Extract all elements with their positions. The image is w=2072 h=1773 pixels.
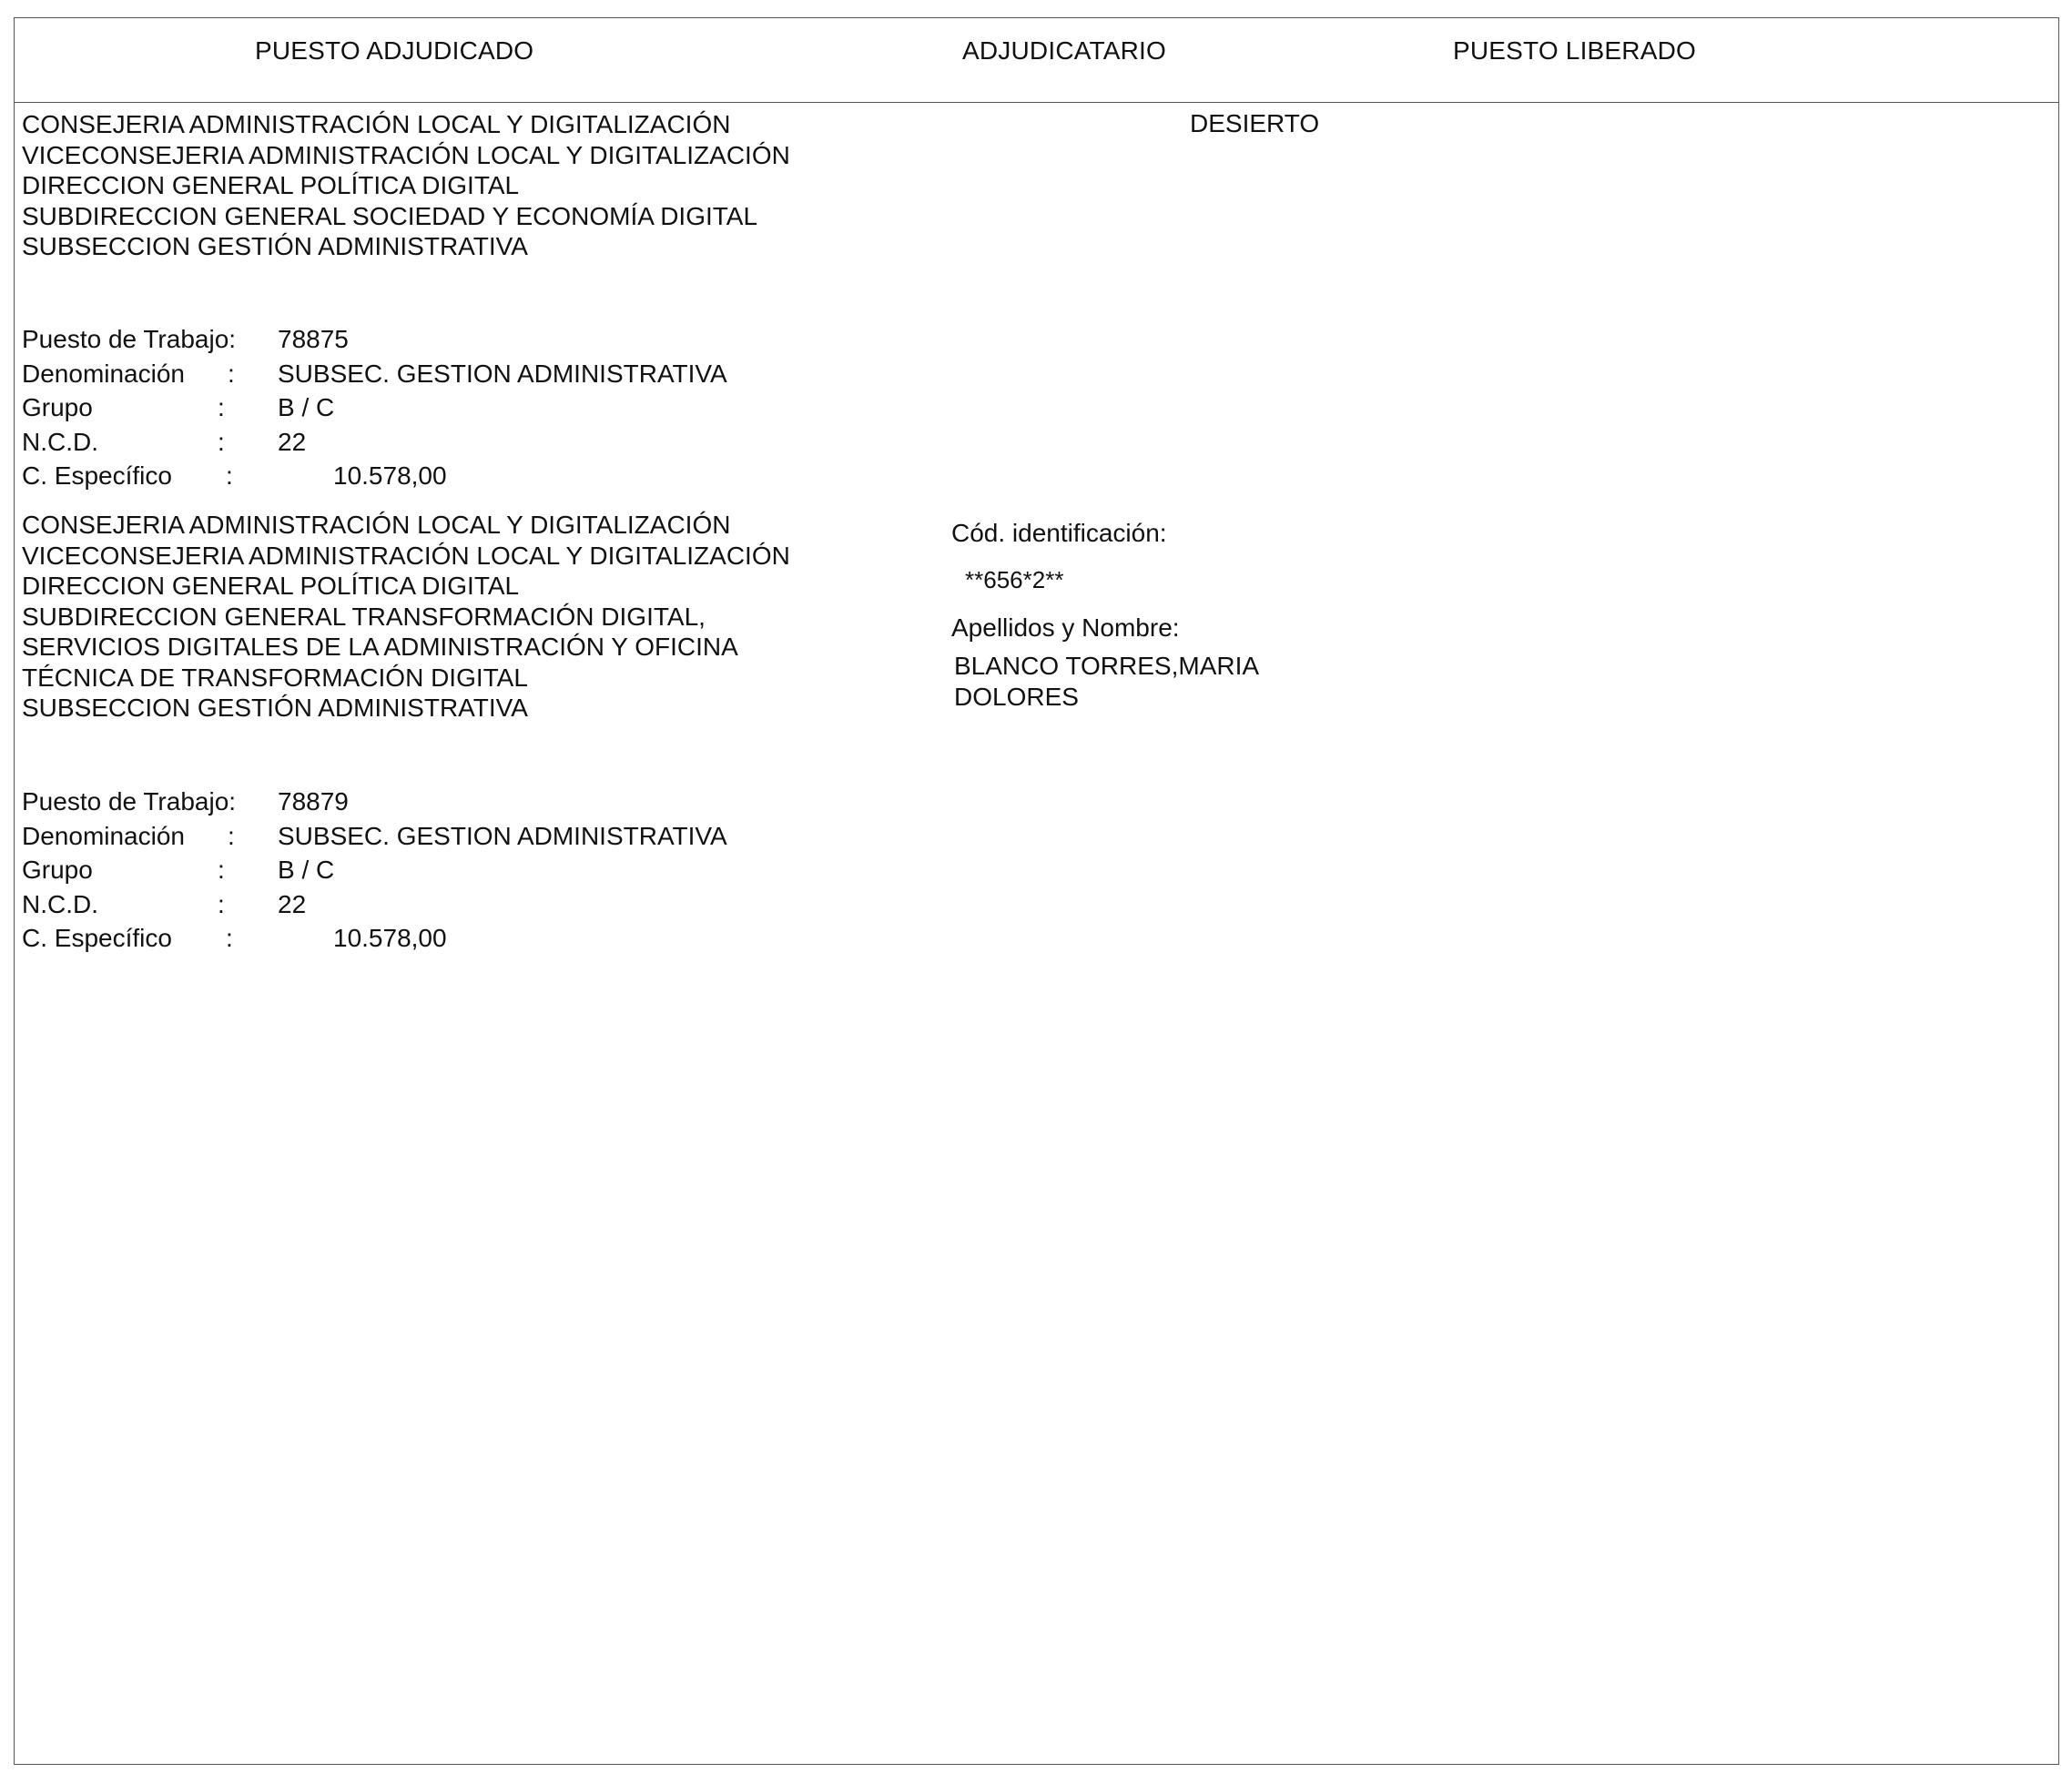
column-header-adjudicatario: ADJUDICATARIO <box>962 36 1167 65</box>
field-colon: : <box>218 856 225 884</box>
field-label: Grupo <box>22 393 93 421</box>
cod-identificacion-label: Cód. identificación: <box>951 519 1167 547</box>
field-colon: : <box>226 461 233 490</box>
org-line: CONSEJERIA ADMINISTRACIÓN LOCAL Y DIGITALIZACIÓN <box>22 110 731 138</box>
org-line: SUBDIRECCION GENERAL SOCIEDAD Y ECONOMÍA DIGITAL <box>22 201 758 230</box>
column-header-puesto-liberado: PUESTO LIBERADO <box>1453 36 1697 65</box>
field-colon: : <box>226 924 233 952</box>
field-value: SUBSEC. GESTION ADMINISTRATIVA <box>278 359 727 388</box>
document-frame <box>14 17 2059 1765</box>
column-header-puesto-adjudicado: PUESTO ADJUDICADO <box>255 36 534 65</box>
org-line: SERVICIOS DIGITALES DE LA ADMINISTRACIÓN Y OFICINA <box>22 633 738 661</box>
field-label: Denominación <box>22 821 185 850</box>
org-line: CONSEJERIA ADMINISTRACIÓN LOCAL Y DIGITALIZACIÓN <box>22 511 731 539</box>
field-colon: : <box>228 359 235 388</box>
apellidos-nombre-value: BLANCO TORRES,MARIA <box>954 652 1260 680</box>
field-colon: : <box>218 889 225 918</box>
field-colon: : <box>228 821 235 850</box>
entry-1-organization <box>22 109 790 262</box>
field-value: 10.578,00 <box>333 461 447 490</box>
org-line: SUBSECCION GESTIÓN ADMINISTRATIVA <box>22 232 528 260</box>
org-line: SUBSECCION GESTIÓN ADMINISTRATIVA <box>22 694 528 722</box>
field-value: 78879 <box>278 787 349 816</box>
field-value: B / C <box>278 856 335 884</box>
org-line: VICECONSEJERIA ADMINISTRACIÓN LOCAL Y DIGITALIZACIÓN <box>22 140 790 169</box>
field-label: Denominación <box>22 359 185 388</box>
header-divider <box>14 102 2059 103</box>
org-line: TÉCNICA DE TRANSFORMACIÓN DIGITAL <box>22 663 528 692</box>
org-line: DIRECCION GENERAL POLÍTICA DIGITAL <box>22 171 520 199</box>
field-value: 10.578,00 <box>333 924 447 952</box>
field-colon: : <box>218 393 225 421</box>
apellidos-nombre-label: Apellidos y Nombre: <box>951 613 1180 642</box>
field-label: C. Específico <box>22 924 172 952</box>
org-line: SUBDIRECCION GENERAL TRANSFORMACIÓN DIGITAL, <box>22 602 706 631</box>
field-value: 22 <box>278 427 307 456</box>
field-label: C. Específico <box>22 461 172 490</box>
field-label: Grupo <box>22 856 93 884</box>
cod-identificacion-value: **656*2** <box>965 566 1064 593</box>
field-label: Puesto de Trabajo: <box>22 787 237 816</box>
apellidos-nombre-value: DOLORES <box>954 683 1079 711</box>
org-line: VICECONSEJERIA ADMINISTRACIÓN LOCAL Y DIGITALIZACIÓN <box>22 541 790 570</box>
field-label: N.C.D. <box>22 889 98 918</box>
field-value: 22 <box>278 889 307 918</box>
org-line: DIRECCION GENERAL POLÍTICA DIGITAL <box>22 572 520 600</box>
entry-2-organization <box>22 510 790 724</box>
adjudicatario-status: DESIERTO <box>1190 109 1320 137</box>
field-value: B / C <box>278 393 335 421</box>
field-label: Puesto de Trabajo: <box>22 325 237 353</box>
field-value: SUBSEC. GESTION ADMINISTRATIVA <box>278 821 727 850</box>
field-colon: : <box>218 427 225 456</box>
field-label: N.C.D. <box>22 427 98 456</box>
field-value: 78875 <box>278 325 349 353</box>
